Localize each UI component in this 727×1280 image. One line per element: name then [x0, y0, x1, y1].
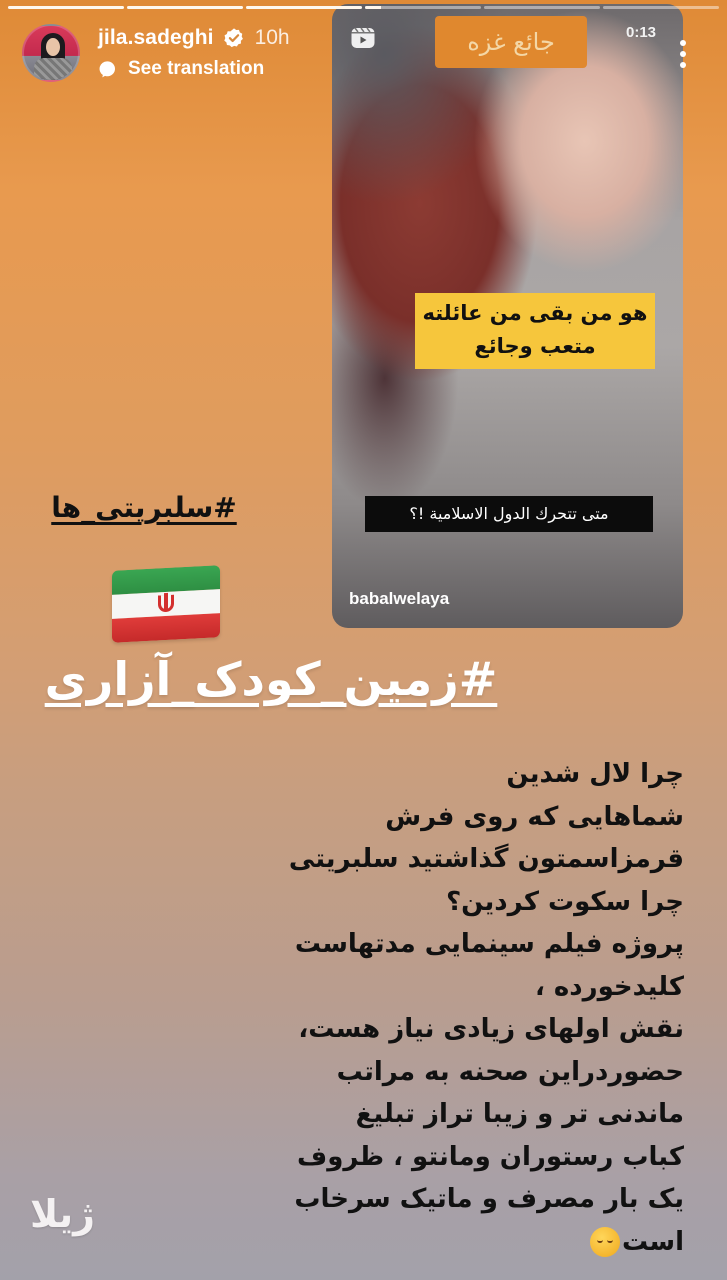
body-line: پروژه فیلم سینمایی مدتهاست — [294, 929, 684, 959]
signature-watermark: ژیلا — [30, 1192, 95, 1236]
see-translation-label: See translation — [128, 58, 265, 79]
shared-reel-card[interactable] — [332, 4, 683, 628]
body-line-text: است — [621, 1226, 684, 1257]
video-caption-black: متی تتحرك الدول الاسلامية !؟ — [365, 496, 653, 532]
body-line: چرا لال شدین — [506, 759, 684, 789]
translation-bubble-icon — [98, 60, 116, 78]
more-vertical-icon[interactable] — [680, 40, 688, 73]
progress-segment-2 — [127, 6, 243, 9]
hashtag-celebrities[interactable]: #سلبریتی_ها — [51, 491, 237, 524]
progress-segment-4 — [365, 6, 481, 9]
progress-segment-6 — [603, 6, 719, 9]
progress-segment-1 — [8, 6, 124, 9]
progress-segment-5 — [484, 6, 600, 9]
video-caption-yellow — [415, 293, 655, 369]
username-link[interactable]: jila.sadeghi — [98, 26, 214, 49]
reels-icon — [350, 24, 376, 50]
pensive-face-icon — [590, 1227, 620, 1257]
body-line: یک بار مصرف و ماتیک سرخاب — [294, 1184, 684, 1214]
see-translation-button[interactable] — [98, 58, 290, 80]
body-line: نقش اولهای زیادی نیاز هست، — [298, 1014, 684, 1044]
avatar[interactable] — [22, 24, 80, 82]
caption-line-1: هو من بقی من عائلته — [422, 301, 648, 325]
body-line: قرمزاسمتون گذاشتید سلبریتی — [288, 844, 684, 874]
caption-line-2: متعب وجائع — [474, 334, 596, 358]
body-line: ماندنی تر و زیبا تراز تبلیغ — [355, 1099, 684, 1129]
body-line: چرا سکوت کردین؟ — [446, 886, 684, 917]
body-line-last — [234, 1221, 684, 1264]
reel-author-credit[interactable]: babalwelaya — [349, 589, 450, 608]
story-body-text — [234, 753, 684, 1263]
story-progress-bar — [8, 6, 719, 9]
story-header — [22, 24, 290, 82]
body-line: کلیدخورده ، — [535, 971, 684, 1002]
progress-segment-3 — [246, 6, 362, 9]
hashtag-child-abuse-land[interactable]: #زمین_کودک_آزاری — [44, 652, 498, 706]
body-line: حضوردراین صحنه به مراتب — [336, 1056, 684, 1087]
video-duration: 0:13 — [626, 24, 657, 41]
body-line: شماهایی که روی فرش — [385, 801, 684, 832]
verified-badge-icon — [223, 27, 245, 49]
video-tag-label: جائع غزه — [435, 16, 587, 68]
iran-flag-icon — [112, 565, 220, 643]
time-ago: 10h — [254, 26, 290, 49]
story-meta — [98, 26, 290, 80]
body-line: کباب رستوران ومانتو ، ظروف — [297, 1141, 684, 1172]
